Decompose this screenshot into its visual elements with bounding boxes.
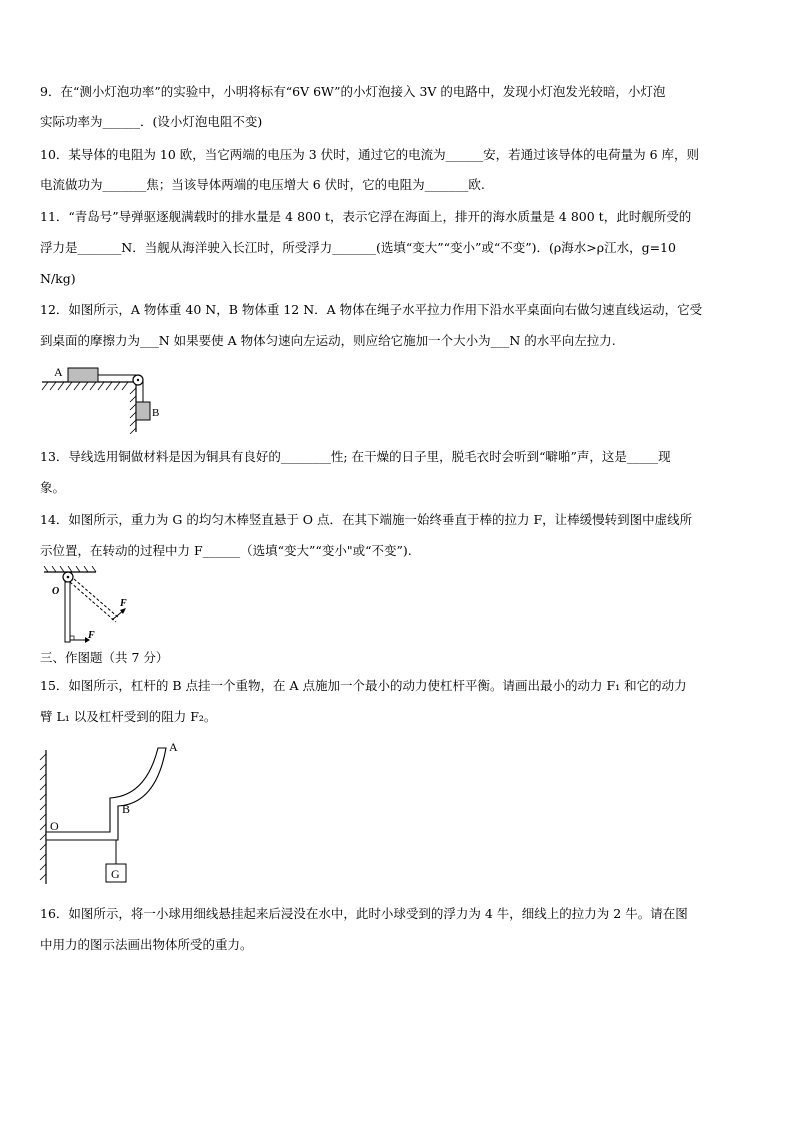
q11-line3: N/kg) [40,271,76,286]
q15-line2: 臂 L₁ 以及杠杆受到的阻力 F₂。 [40,709,217,724]
q12-line2: 到桌面的摩擦力为___N 如果要使 A 物体匀速向左运动，则应给它施加一个大小为___N 的水平向左拉力. [40,333,616,348]
block-a [68,368,98,382]
q11-line2: 浮力是_______N．当舰从海洋驶入长江时，所受浮力_______(选填“变大”“变小”或“不变”)．(ρ海水>ρ江水，g=10 [40,240,676,255]
label-f-dashed: F [120,598,127,609]
q14-line1: 14．如图所示，重力为 G 的均匀木棒竖直悬于 O 点．在其下端施一始终垂直于棒的拉力 F，让棒缓慢转到图中虚线所 [40,512,693,527]
label-o: O [50,819,59,833]
label-a: A [169,740,178,754]
block-b [136,402,150,420]
label-o: O [52,586,60,597]
q16-line1: 16．如图所示，将一小球用细线悬挂起来后浸没在水中，此时小球受到的浮力为 4 牛，细线上的拉力为 2 牛。请在图 [40,906,688,921]
rod [65,582,70,642]
q9-line2: 实际功率为______．(设小灯泡电阻不变) [40,114,263,129]
q10-line2: 电流做功为_______焦；当该导体两端的电压增大 6 伏时，它的电阻为_______欧. [40,177,485,192]
q12-pulley-figure [38,362,168,434]
label-b: B [122,802,131,816]
label-f-bottom: F [88,630,95,641]
label-a: A [54,365,63,379]
q14-rod-figure [40,566,140,646]
q13-line2: 象。 [40,480,66,495]
q12-line1: 12．如图所示，A 物体重 40 N，B 物体重 12 N．A 物体在绳子水平拉力作用下沿水平桌面向右做匀速直线运动，它受 [40,302,703,317]
section-heading: 三、作图题（共 7 分） [40,650,169,665]
q9-line1: 9．在“测小灯泡功率”的实验中，小明将标有“6V 6W”的小灯泡接入 3V 的电路中，发现小灯泡发光较暗，小灯泡 [40,84,666,99]
q13-line1: 13．导线选用铜做材料是因为铜具有良好的________性; 在干燥的日子里，脱毛衣时会听到“噼啪”声，这是_____现 [40,449,671,464]
q15-lever-figure [38,738,188,888]
label-g: G [111,867,120,881]
label-b: B [152,407,160,419]
q15-line1: 15．如图所示，杠杆的 B 点挂一个重物，在 A 点施加一个最小的动力使杠杆平衡。请画出最小的动力 F₁ 和它的动力 [40,678,687,693]
q10-line1: 10．某导体的电阻为 10 欧，当它两端的电压为 3 伏时，通过它的电流为______安，若通过该导体的电荷量为 6 库，则 [40,147,700,162]
q11-line1: 11．“青岛号”导弹驱逐舰满载时的排水量是 4 800 t，表示它浮在海面上，排开的海水质量是 4 800 t，此时舰所受的 [40,209,692,224]
q14-line2: 示位置，在转动的过程中力 F______（选填“变大”“变小"或“不变”). [40,543,412,558]
lever [46,748,166,840]
q16-line2: 中用力的图示法画出物体所受的重力。 [40,937,253,952]
